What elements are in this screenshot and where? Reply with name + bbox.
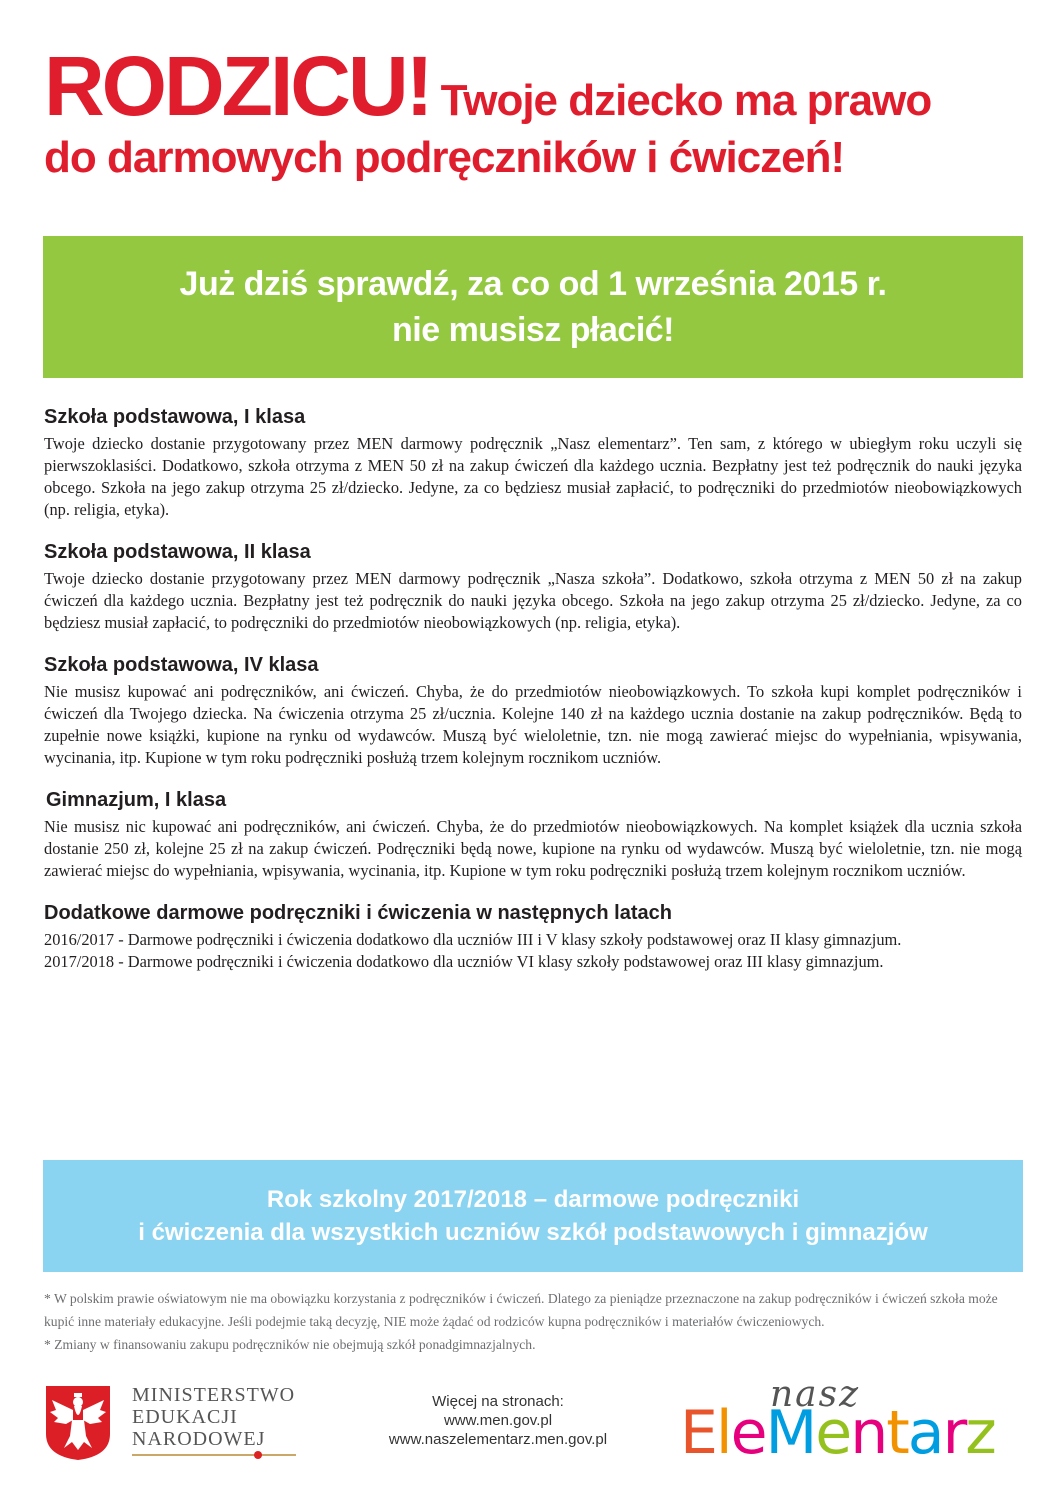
section-title: Dodatkowe darmowe podręczniki i ćwiczenia w następnych latach (44, 902, 672, 924)
section-title: Szkoła podstawowa, IV klasa (44, 654, 319, 676)
green-banner-line1: Już dziś sprawdź, za co od 1 września 2015 r. (179, 265, 887, 303)
section-grade1 (44, 406, 1022, 521)
section-body: Twoje dziecko dostanie przygotowany przez MEN darmowy podręcznik „Nasz elementarz”. Ten sam, z którego w ubiegłym roku uczyli się pierwszoklasiści. Dodatkowo, szkoła otrzyma z MEN 50 zł na zakup ćwiczeń dla każdego ucznia. Bezpłatny jest też podręcznik do nauki języka obcego. Szkoła na jego zakup otrzyma 25 zł/dziecko. Jedyne, za co będziesz musiał zapłacić, to podręczniki do przedmiotów nieobowiązkowych (np. religia, etyka). (44, 434, 1022, 519)
logo-nasz: nasz (770, 1374, 861, 1415)
link-men[interactable]: www.men.gov.pl (443, 1412, 553, 1429)
link-naszelementarz[interactable]: www.naszelementarz.men.gov.pl (388, 1431, 608, 1448)
links-intro: Więcej na stronach: (432, 1393, 564, 1410)
section-body: Twoje dziecko dostanie przygotowany przez MEN darmowy podręcznik „Nasza szkoła”. Dodatkowo, szkoła otrzyma z MEN 50 zł na zakup ćwiczeń dla każdego ucznia. Bezpłatny jest też podręcznik do nauki języka obcego. Szkoła na jego zakup otrzyma 25 zł/dziecko. Jedyne, za co będziesz musiał zapłacić, to podręczniki do przedmiotów nieobowiązkowych (np. religia, etyka). (44, 569, 1022, 632)
logo-letter: t (886, 1398, 908, 1468)
website-links (368, 1392, 628, 1449)
headline-tail: Twoje dziecko ma prawo (440, 76, 932, 125)
logo-letter: e (815, 1398, 851, 1468)
section-gimnazjum (44, 789, 1022, 882)
section-title: Szkoła podstawowa, I klasa (44, 406, 306, 428)
ministry-rule (132, 1454, 296, 1456)
footnotes (44, 1287, 1024, 1356)
logo-letter: e (730, 1398, 766, 1468)
section-title: Szkoła podstawowa, II klasa (44, 541, 311, 563)
logo-letter: r (942, 1398, 966, 1468)
ministry-line: MINISTERSTWO (132, 1384, 296, 1406)
logo-letter: M (765, 1398, 816, 1468)
year-line-2016: 2016/2017 - Darmowe podręczniki i ćwiczenia dodatkowo dla uczniów III i V klasy szkoły podstawowej oraz II klasy gimnazjum. (44, 930, 902, 949)
content (44, 406, 1022, 993)
green-banner (43, 236, 1023, 378)
headline (44, 40, 1034, 184)
green-banner-line2: nie musisz płacić! (392, 311, 674, 349)
section-body: Nie musisz kupować ani podręczników, ani ćwiczeń. Chyba, że do przedmiotów nieobowiązkowych. To szkoła kupi komplet podręczników i ćwiczeń dla Twojego dziecka. Na ćwiczenia otrzyma 25 zł/ucznia. Kolejne 140 zł na każdego ucznia dostanie na zakup podręczników. Będą to zupełnie nowe książki, kupione na rynku od wydawców. Muszą być wieloletnie, tzn. nie mogą zawierać miejsc do wypełniania, wpisywania, wycinania, itp. Kupione w tym roku podręczniki posłużą trzem kolejnym rocznikom uczniów. (44, 682, 1022, 767)
logo-letter: a (907, 1398, 943, 1468)
footer (0, 1374, 1062, 1470)
ministry-logo-text (132, 1384, 296, 1456)
footnote-2: * Zmiany w finansowaniu zakupu podręczników nie obejmują szkół ponadgimnazjalnych. (44, 1337, 536, 1352)
polish-eagle-emblem-icon (44, 1384, 112, 1462)
headline-line2: do darmowych podręczników i ćwiczeń! (44, 133, 845, 182)
logo-letter: l (715, 1398, 731, 1468)
section-title: Gimnazjum, I klasa (46, 789, 227, 811)
year-line-2017: 2017/2018 - Darmowe podręczniki i ćwiczenia dodatkowo dla uczniów VI klasy szkoły podstawowej oraz III klasy gimnazjum. (44, 952, 884, 971)
ministry-line: EDUKACJI (132, 1406, 238, 1428)
headline-big: RODZICU! (44, 39, 431, 133)
section-additional (44, 902, 1022, 973)
ministry-line: NARODOWEJ (132, 1428, 266, 1450)
blue-banner-line2: i ćwiczenia dla wszystkich uczniów szkół podstawowych i gimnazjów (138, 1219, 928, 1246)
section-grade4 (44, 654, 1022, 769)
section-body: Nie musisz nic kupować ani podręczników, ani ćwiczeń. Chyba, że do przedmiotów nieobowiązkowych. Na komplet książek dla ucznia szkoła dostanie 250 zł, kolejne 25 zł na zakup ćwiczeń. Podręczniki będą nowe, kupione na rynku od wydawców. Muszą być wieloletnie, tzn. nie mogą zawierać miejsc do wypełniania, wpisywania, wycinania, itp. Kupione w tym roku podręczniki posłużą trzem kolejnym rocznikom uczniów. (44, 817, 1022, 880)
section-grade2 (44, 541, 1022, 634)
elementarz-logo (680, 1398, 995, 1468)
footnote-1: * W polskim prawie oświatowym nie ma obowiązku korzystania z podręczników i ćwiczeń. Dlatego za pieniądze przeznaczone na zakup podręczników i ćwiczeń szkoła może kupić inne materiały edukacyjne. Jeśli podejmie taką decyzję, NIE może żądać od rodziców kupna podręczników i materiałów ćwiczeniowych. (44, 1291, 998, 1329)
logo-letter: n (850, 1398, 887, 1468)
logo-letter: z (965, 1398, 995, 1468)
logo-letter: E (680, 1398, 716, 1468)
blue-banner (43, 1160, 1023, 1272)
blue-banner-line1: Rok szkolny 2017/2018 – darmowe podręczniki (266, 1186, 800, 1213)
